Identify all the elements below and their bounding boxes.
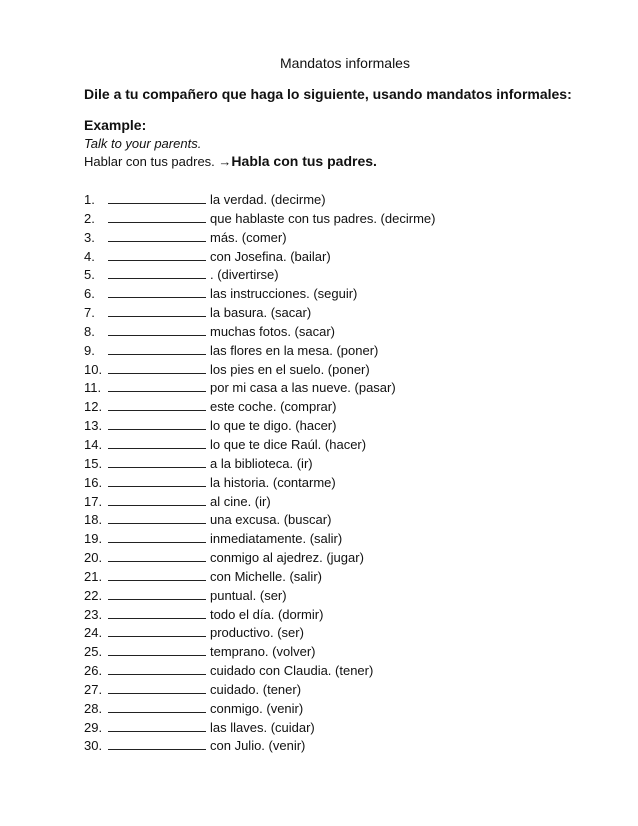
page-title: Mandatos informales xyxy=(280,55,410,71)
item-text: la historia. (contarme) xyxy=(210,474,336,490)
list-item xyxy=(84,191,435,210)
item-text: con Michelle. (salir) xyxy=(210,568,322,584)
answer-blank[interactable] xyxy=(108,624,206,637)
example-english: Talk to your parents. xyxy=(84,136,202,151)
item-number: 8. xyxy=(84,323,95,339)
item-number: 26. xyxy=(84,663,103,679)
answer-blank[interactable] xyxy=(108,455,206,468)
list-item xyxy=(84,379,435,398)
item-number: 23. xyxy=(84,606,103,622)
answer-blank[interactable] xyxy=(108,379,206,392)
item-text: inmediatamente. (salir) xyxy=(210,531,343,547)
item-text: una excusa. (buscar) xyxy=(210,512,332,528)
example-spanish: Hablar con tus padres. xyxy=(84,154,215,169)
list-item xyxy=(84,511,435,530)
item-text: productivo. (ser) xyxy=(210,625,304,641)
answer-blank[interactable] xyxy=(108,266,206,279)
list-item xyxy=(84,285,435,304)
answer-blank[interactable] xyxy=(108,719,206,732)
answer-blank[interactable] xyxy=(108,587,206,600)
answer-blank[interactable] xyxy=(108,342,206,355)
list-item xyxy=(84,587,435,606)
item-text: más. (comer) xyxy=(210,229,287,245)
list-item xyxy=(84,606,435,625)
item-text: al cine. (ir) xyxy=(210,493,271,509)
list-item xyxy=(84,737,435,756)
answer-blank[interactable] xyxy=(108,304,206,317)
answer-blank[interactable] xyxy=(108,323,206,336)
item-number: 15. xyxy=(84,455,103,471)
item-text: cuidado con Claudia. (tener) xyxy=(210,663,374,679)
list-item xyxy=(84,342,435,361)
list-item xyxy=(84,455,435,474)
answer-blank[interactable] xyxy=(108,474,206,487)
item-number: 1. xyxy=(84,192,95,207)
item-number: 11. xyxy=(84,380,102,396)
item-number: 25. xyxy=(84,644,103,660)
item-text: lo que te digo. (hacer) xyxy=(210,418,337,434)
answer-blank[interactable] xyxy=(108,436,206,449)
item-number: 14. xyxy=(84,436,103,452)
list-item xyxy=(84,323,435,342)
list-item xyxy=(84,304,435,323)
list-item xyxy=(84,530,435,549)
item-number: 6. xyxy=(84,286,95,302)
example-spanish-line xyxy=(84,153,377,169)
answer-blank[interactable] xyxy=(108,248,206,261)
item-text: a la biblioteca. (ir) xyxy=(210,455,313,471)
item-text: la verdad. (decirme) xyxy=(210,192,326,207)
answer-blank[interactable] xyxy=(108,229,206,242)
item-number: 30. xyxy=(84,738,103,754)
item-number: 13. xyxy=(84,418,103,434)
item-text: temprano. (volver) xyxy=(210,644,316,660)
item-text: muchas fotos. (sacar) xyxy=(210,323,335,339)
item-text: conmigo al ajedrez. (jugar) xyxy=(210,550,364,566)
answer-blank[interactable] xyxy=(108,700,206,713)
arrow-icon: → xyxy=(218,154,232,169)
item-number: 17. xyxy=(84,493,103,509)
item-text: . (divertirse) xyxy=(210,267,279,283)
answer-blank[interactable] xyxy=(108,568,206,581)
answer-blank[interactable] xyxy=(108,737,206,750)
list-item xyxy=(84,361,435,380)
item-number: 12. xyxy=(84,399,103,415)
item-text: con Josefina. (bailar) xyxy=(210,248,331,264)
instructions: Dile a tu compañero que haga lo siguiente, usando mandatos informales: xyxy=(84,86,572,102)
answer-blank[interactable] xyxy=(108,530,206,543)
list-item xyxy=(84,417,435,436)
item-text: lo que te dice Raúl. (hacer) xyxy=(210,436,367,452)
answer-blank[interactable] xyxy=(108,681,206,694)
answer-blank[interactable] xyxy=(108,398,206,411)
answer-blank[interactable] xyxy=(108,493,206,506)
answer-blank[interactable] xyxy=(108,606,206,619)
example-answer: Habla con tus padres. xyxy=(231,153,377,169)
item-number: 22. xyxy=(84,587,103,603)
list-item xyxy=(84,398,435,417)
item-number: 3. xyxy=(84,229,95,245)
item-number: 28. xyxy=(84,700,103,716)
item-text: la basura. (sacar) xyxy=(210,305,312,321)
list-item xyxy=(84,493,435,512)
answer-blank[interactable] xyxy=(108,191,206,204)
item-text: los pies en el suelo. (poner) xyxy=(210,361,370,377)
answer-blank[interactable] xyxy=(108,662,206,675)
item-number: 29. xyxy=(84,719,103,735)
answer-blank[interactable] xyxy=(108,361,206,374)
item-text: con Julio. (venir) xyxy=(210,738,306,754)
answer-blank[interactable] xyxy=(108,511,206,524)
answer-blank[interactable] xyxy=(108,210,206,223)
item-number: 20. xyxy=(84,550,103,566)
item-text: las instrucciones. (seguir) xyxy=(210,286,358,302)
item-text: las llaves. (cuidar) xyxy=(210,719,315,735)
item-number: 24. xyxy=(84,625,103,641)
item-number: 2. xyxy=(84,210,95,226)
item-text: todo el día. (dormir) xyxy=(210,606,324,622)
list-item xyxy=(84,266,435,285)
list-item xyxy=(84,436,435,455)
item-text: que hablaste con tus padres. (decirme) xyxy=(210,210,436,226)
list-item xyxy=(84,549,435,568)
answer-blank[interactable] xyxy=(108,417,206,430)
answer-blank[interactable] xyxy=(108,643,206,656)
answer-blank[interactable] xyxy=(108,549,206,562)
list-item xyxy=(84,248,435,267)
list-item xyxy=(84,474,435,493)
item-number: 27. xyxy=(84,681,103,697)
exercise-list xyxy=(84,191,435,756)
item-number: 4. xyxy=(84,248,95,264)
item-number: 19. xyxy=(84,531,103,547)
item-number: 10. xyxy=(84,361,103,377)
item-text: conmigo. (venir) xyxy=(210,700,304,716)
list-item xyxy=(84,681,435,700)
list-item xyxy=(84,643,435,662)
list-item xyxy=(84,568,435,587)
list-item xyxy=(84,210,435,229)
answer-blank[interactable] xyxy=(108,285,206,298)
item-number: 5. xyxy=(84,267,95,283)
example-heading: Example: xyxy=(84,117,147,133)
item-number: 16. xyxy=(84,474,103,490)
list-item xyxy=(84,229,435,248)
item-text: este coche. (comprar) xyxy=(210,399,337,415)
list-item xyxy=(84,719,435,738)
item-number: 18. xyxy=(84,512,103,528)
list-item xyxy=(84,662,435,681)
item-number: 9. xyxy=(84,342,95,358)
item-text: por mi casa a las nueve. (pasar) xyxy=(210,380,396,396)
item-text: cuidado. (tener) xyxy=(210,681,302,697)
item-number: 7. xyxy=(84,305,95,321)
item-text: puntual. (ser) xyxy=(210,587,287,603)
item-text: las flores en la mesa. (poner) xyxy=(210,342,379,358)
list-item xyxy=(84,624,435,643)
item-number: 21. xyxy=(84,568,103,584)
list-item xyxy=(84,700,435,719)
